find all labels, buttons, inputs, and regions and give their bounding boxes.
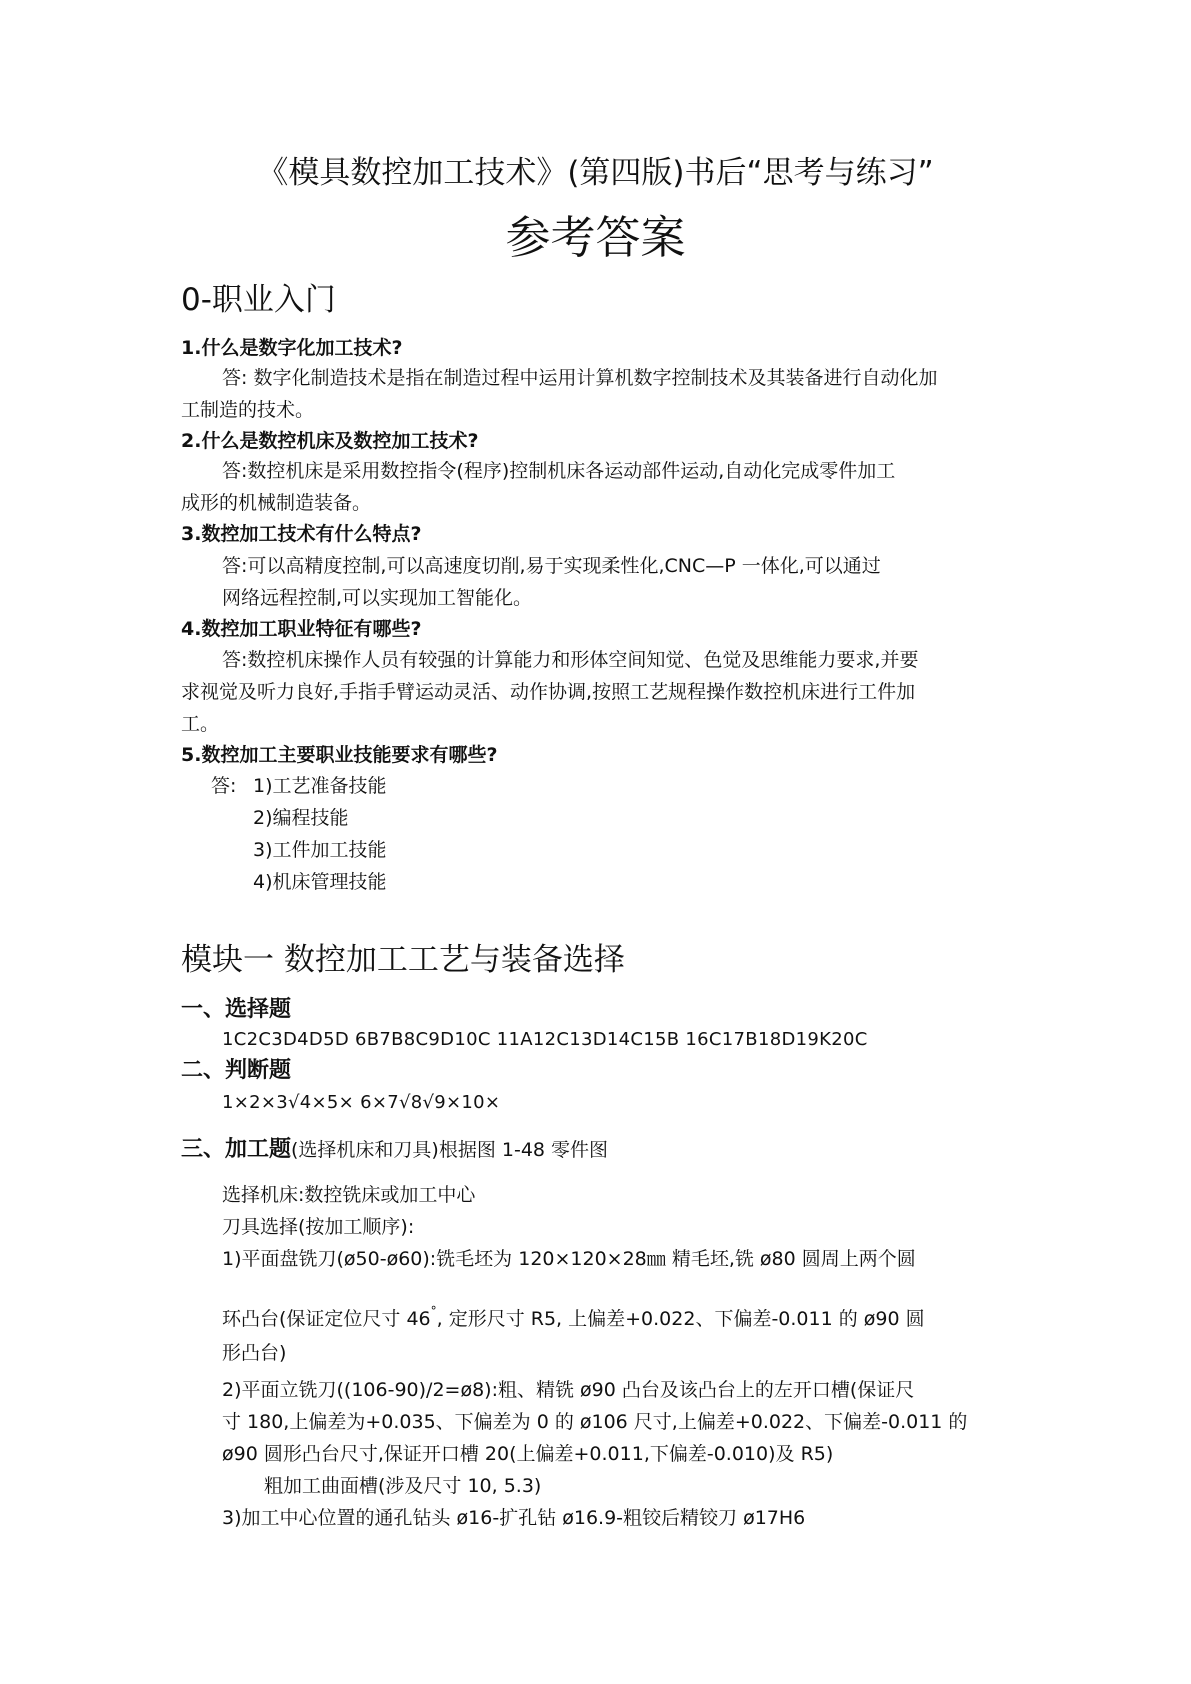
- section-machining: [181, 1135, 608, 1165]
- answer-3-line-2: 网络远程控制,可以实现加工智能化。: [222, 587, 533, 609]
- question-1: 1.什么是数字化加工技术?: [181, 337, 403, 359]
- answer-3-line-1: 答:可以高精度控制,可以高速度切削,易于实现柔性化,CNC—P 一体化,可以通过: [222, 555, 881, 577]
- answer-4-line-1: 答:数控机床操作人员有较强的计算能力和形体空间知觉、色觉及思维能力要求,并要: [222, 649, 919, 671]
- tool-1-line-3: 形凸台): [222, 1342, 287, 1364]
- answer-5-prefix: 答:: [211, 775, 237, 797]
- tool-2-line-2: 寸 180,上偏差为+0.035、下偏差为 0 的 ø106 尺寸,上偏差+0.022、下偏差-0.011 的: [222, 1411, 968, 1433]
- chapter-heading: 0-职业入门: [181, 282, 336, 318]
- choice-answers: 1C2C3D4D5D 6B7B8C9D10C 11A12C13D14C15B 16C17B18D19K20C: [222, 1029, 868, 1050]
- question-2: 2.什么是数控机床及数控加工技术?: [181, 430, 479, 452]
- answer-5-item: 1)工艺准备技能: [253, 775, 387, 797]
- section-judge-title: 二、判断题: [181, 1058, 292, 1083]
- machine-selection: 选择机床:数控铣床或加工中心: [222, 1184, 476, 1206]
- tool-1-line-2b: , 定形尺寸 R5, 上偏差+0.022、下偏差-0.011 的 ø90 圆: [436, 1308, 925, 1330]
- answer-1-line-1: 答: 数字化制造技术是指在制造过程中运用计算机数字控制技术及其装备进行自动化加: [222, 367, 938, 389]
- section-choice-title: 一、选择题: [181, 997, 292, 1022]
- answer-2-line-2: 成形的机械制造装备。: [181, 492, 372, 514]
- document-subtitle: 参考答案: [505, 211, 686, 264]
- tool-2-line-4: 粗加工曲面槽(涉及尺寸 10, 5.3): [264, 1475, 542, 1497]
- tool-3-line-1: 3)加工中心位置的通孔钻头 ø16-扩孔钻 ø16.9-粗铰后精铰刀 ø17H6: [222, 1507, 806, 1529]
- answer-5-item: 4)机床管理技能: [253, 871, 387, 893]
- question-5: 5.数控加工主要职业技能要求有哪些?: [181, 744, 498, 766]
- answer-5-item: 2)编程技能: [253, 807, 349, 829]
- section-machining-title: 三、加工题: [181, 1137, 292, 1162]
- tool-selection-header: 刀具选择(按加工顺序):: [222, 1216, 415, 1238]
- answer-1-line-2: 工制造的技术。: [181, 399, 315, 421]
- tool-2-line-3: ø90 圆形凸台尺寸,保证开口槽 20(上偏差+0.011,下偏差-0.010)及 R5): [222, 1443, 834, 1465]
- module-heading: 模块一 数控加工工艺与装备选择: [181, 942, 625, 978]
- document-title: 《模具数控加工技术》(第四版)书后“思考与练习”: [257, 155, 934, 191]
- tool-1-line-2: [222, 1297, 925, 1333]
- degree-mark: °: [430, 1304, 437, 1318]
- question-4: 4.数控加工职业特征有哪些?: [181, 618, 422, 640]
- judge-answers: 1×2×3√4×5× 6×7√8√9×10×: [222, 1092, 501, 1113]
- question-3: 3.数控加工技术有什么特点?: [181, 523, 422, 545]
- answer-2-line-1: 答:数控机床是采用数控指令(程序)控制机床各运动部件运动,自动化完成零件加工: [222, 460, 896, 482]
- answer-5-item: 3)工件加工技能: [253, 839, 387, 861]
- tool-1-line-2a: 环凸台(保证定位尺寸 46: [222, 1308, 431, 1330]
- tool-1-line-1: 1)平面盘铣刀(ø50-ø60):铣毛坯为 120×120×28㎜ 精毛坯,铣 ø80 圆周上两个圆: [222, 1248, 916, 1270]
- tool-2-line-1: 2)平面立铣刀((106-90)/2=ø8):粗、精铣 ø90 凸台及该凸台上的左开口槽(保证尺: [222, 1379, 915, 1401]
- answer-4-line-3: 工。: [181, 713, 220, 735]
- answer-4-line-2: 求视觉及听力良好,手指手臂运动灵活、动作协调,按照工艺规程操作数控机床进行工件加: [181, 681, 916, 703]
- section-machining-note: (选择机床和刀具)根据图 1-48 零件图: [291, 1139, 609, 1161]
